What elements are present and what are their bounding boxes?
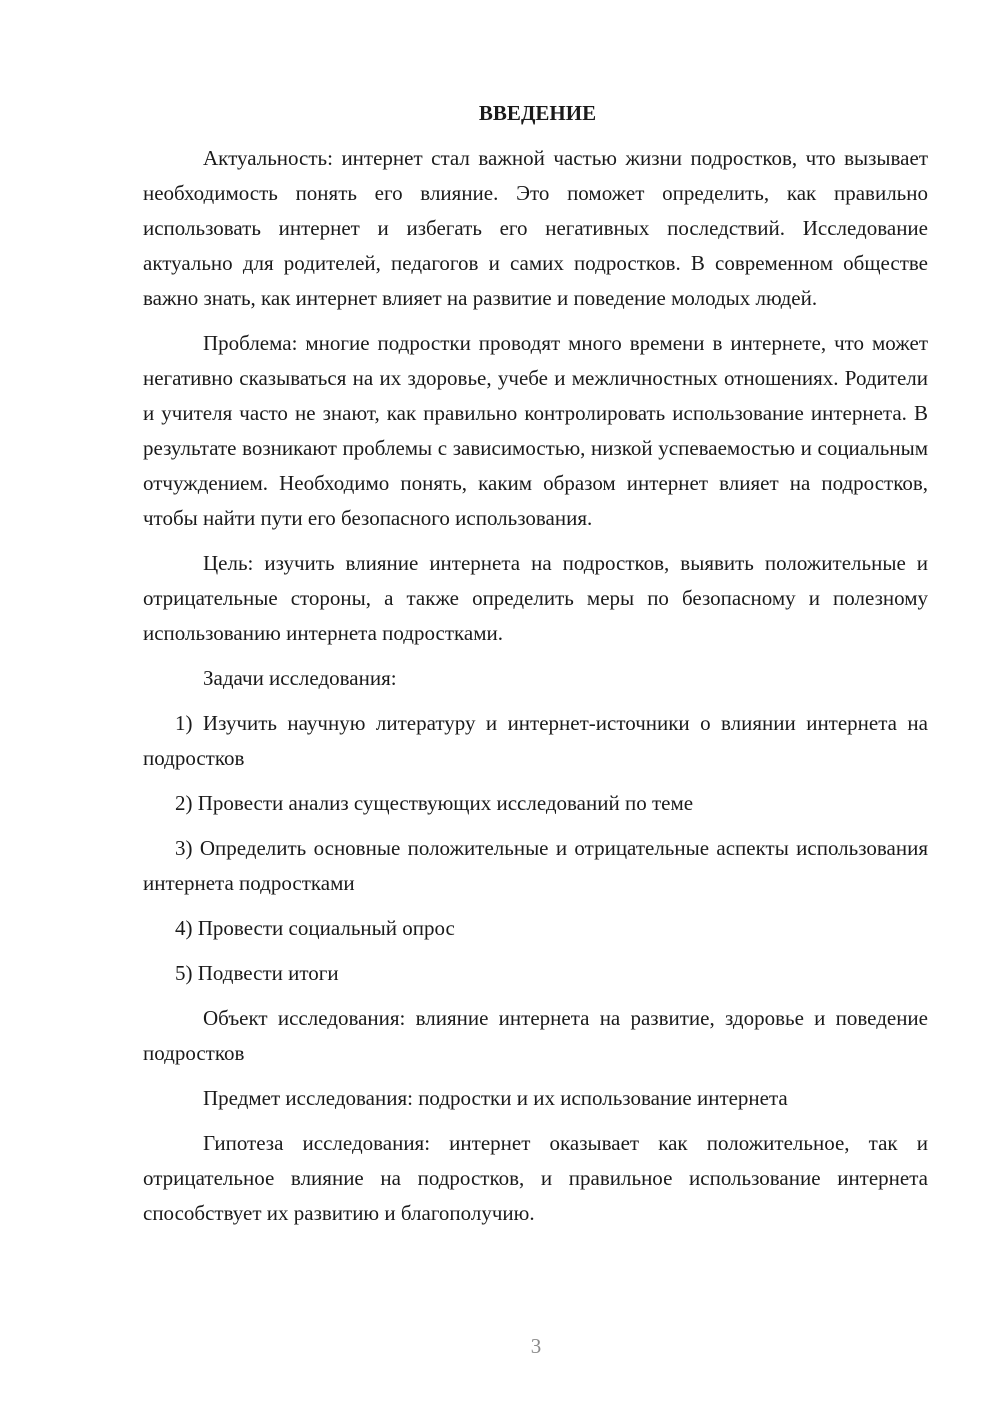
task-item: 2) Провести анализ существующих исследований по теме: [175, 791, 694, 815]
page-title: ВВЕДЕНИЕ: [478, 101, 597, 125]
subject-paragraph: Предмет исследования: подростки и их использование интернета: [203, 1086, 788, 1110]
object-paragraph: Объект исследования: влияние интернета на развитие, здоровье и поведение подростков: [143, 1006, 928, 1065]
problem-paragraph: Проблема: многие подростки проводят много времени в интернете, что может негативно сказываться на их здоровье, учебе и межличностных отношениях. Родители и учителя часто не знают, как правильно контролировать использование интернета. В результате возникают проблемы с зависимостью, низкой успеваемостью и социальным отчуждением. Необходимо понять, каким образом интернет влияет на подростков, чтобы найти пути его безопасного использования.: [143, 331, 928, 530]
tasks-heading: Задачи исследования:: [203, 666, 397, 690]
tasks-list: [143, 706, 928, 991]
task-item: 1) Изучить научную литературу и интернет-источники о влиянии интернета на подростков: [143, 711, 928, 770]
hypothesis-paragraph: Гипотеза исследования: интернет оказывает как положительное, так и отрицательное влияние на подростков, и правильное использование интернета способствует их развитию и благополучию.: [143, 1131, 928, 1225]
page-number: 3: [530, 1334, 542, 1358]
task-item: 4) Провести социальный опрос: [175, 916, 455, 940]
task-item: 3) Определить основные положительные и отрицательные аспекты использования интернета подростками: [143, 836, 928, 895]
relevance-paragraph: Актуальность: интернет стал важной частью жизни подростков, что вызывает необходимость понять его влияние. Это поможет определить, как правильно использовать интернет и избегать его негативных последствий. Исследование актуально для родителей, педагогов и самих подростков. В современном обществе важно знать, как интернет влияет на развитие и поведение молодых людей.: [143, 146, 928, 310]
task-item: 5) Подвести итоги: [175, 961, 339, 985]
goal-paragraph: Цель: изучить влияние интернета на подростков, выявить положительные и отрицательные стороны, а также определить меры по безопасному и полезному использованию интернета подростками.: [143, 551, 928, 645]
page-content: [143, 96, 928, 1241]
